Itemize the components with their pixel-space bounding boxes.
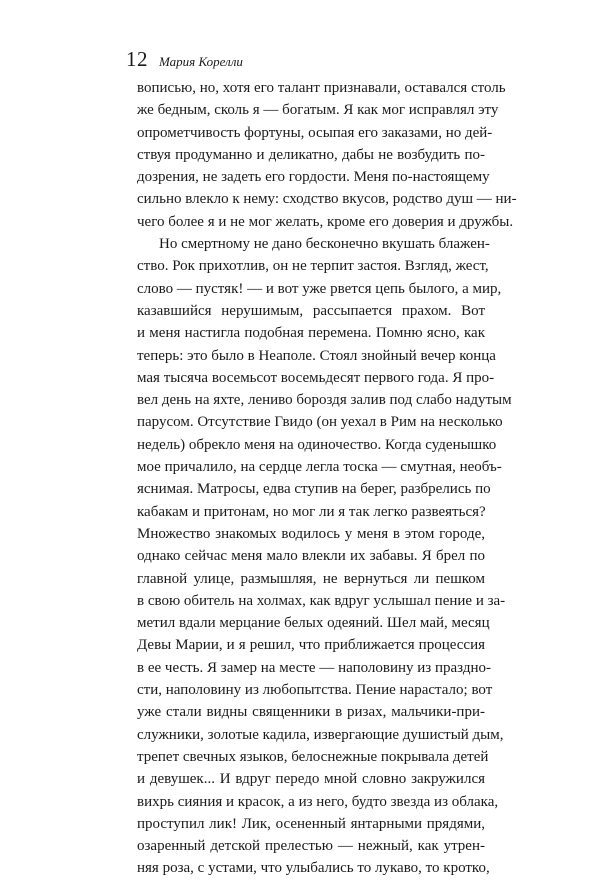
text-line: метил вдали мерцание белых одеяний. Шел май, месяц [137,615,490,632]
paragraph-1 [137,77,517,233]
text-line: проступил лик! Лик, осененный янтарными прядями, [137,815,485,832]
text-line: озаренный детской прелестью — нежный, как утрен- [137,838,485,855]
text-line: ствуя продуманно и деликатно, дабы не возбудить по- [137,146,485,163]
running-head [126,47,243,71]
text-line: сти, наполовину из любопытства. Пение нарастало; вот [137,682,493,699]
text-line: Множество знакомых водилось у меня в этом городе, [137,525,485,542]
text-line: парусом. Отсутствие Гвидо (он уехал в Рим на несколько [137,414,503,431]
text-line: сильно влекло к нему: сходство вкусов, родство душ — ни- [137,191,517,208]
text-line: же бедным, сколь я — богатым. Я как мог исправлял эту [137,102,499,119]
text-line: недель) обрекло меня на одиночество. Когда суденышко [137,436,497,453]
text-line: вописью, но, хотя его талант признавали, оставался столь [137,80,506,96]
page-number: 12 [126,47,148,71]
text-line: няя роза, с устами, что улыбались то лукаво, то кротко, [137,860,490,877]
text-line: яснимая. Матросы, едва ступив на берег, разбрелись по [137,481,491,498]
text-line: мая тысяча восемьсот восемьдесят первого года. Я про- [137,369,495,386]
body-text [137,77,517,880]
text-line: теперь: это было в Неаполе. Стоял знойный вечер конца [137,347,496,364]
text-line: в свою обитель на холмах, как вдруг услышал пение и за- [137,592,506,609]
text-line: уже стали видны священники в ризах, мальчики-при- [137,704,485,721]
text-line: в ее честь. Я замер на месте — наполовину из праздно- [137,659,491,676]
text-line: трепет свечных языков, белоснежные покрывала детей [137,748,489,765]
text-line: вихрь сияния и красок, а из него, будто звезда из облака, [137,793,499,810]
text-line: ство. Рок прихотлив, он не терпит застоя. Взгляд, жест, [137,258,489,275]
text-line: вел день на яхте, лениво бороздя залив под слабо надутым [137,392,512,409]
text-line: кабакам и притонам, но мог ли я так легко развеяться? [137,503,486,520]
text-line: служники, золотые кадила, извергающие душистый дым, [137,726,504,743]
text-line: чего более я и не мог желать, кроме его доверия и дружбы. [137,213,514,230]
paragraph-2 [137,233,512,880]
text-line: и девушек... И вдруг передо мной словно закружился [137,771,485,788]
text-line: слово — пустяк! — и вот уже рвется цепь былого, а мир, [137,280,502,297]
text-line: казавшийся нерушимым, рассыпается прахом. Вот [137,302,485,319]
text-line: однако сейчас меня мало влекли их забавы. Я брел по [137,548,485,565]
text-line: главной улице, размышляя, не вернуться ли пешком [137,570,485,587]
text-line: опрометчивость фортуны, осыпая его заказами, но дей- [137,124,493,141]
text-line: Девы Марии, и я решил, что приближается процессия [137,637,485,654]
text-line: мое причалило, на сердце легла тоска — смутная, необъ- [137,459,502,476]
running-head-author: Мария Корелли [159,54,243,69]
text-line: Но смертному не дано бесконечно вкушать блажен- [159,236,490,253]
text-line: дозрения, не задеть его гордости. Меня по-настоящему [137,169,490,186]
text-line: и меня настигла подобная перемена. Помню ясно, как [137,325,485,342]
